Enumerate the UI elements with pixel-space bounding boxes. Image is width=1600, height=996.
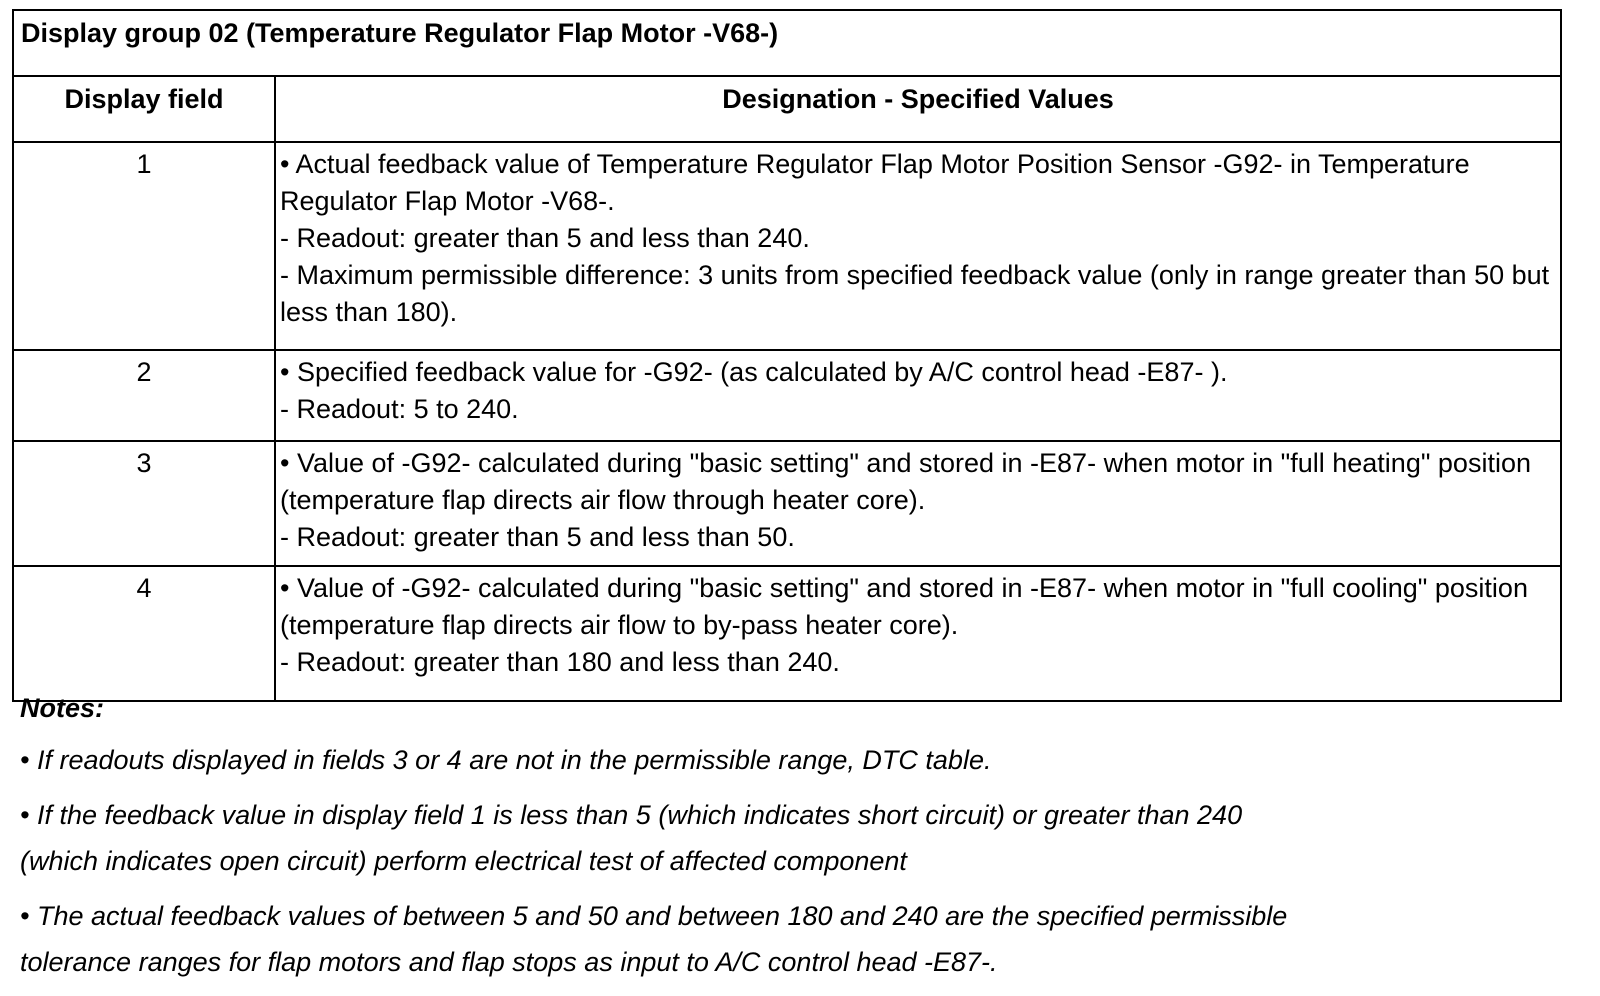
designation-line: • Actual feedback value of Temperature Regulator Flap Motor Position Sensor -G92- in Temperature Regulator Flap Motor -V68-. bbox=[280, 149, 1470, 216]
designation-cell bbox=[275, 350, 1561, 441]
display-field-number: 3 bbox=[13, 441, 275, 566]
table-row bbox=[13, 350, 1561, 441]
spec-table bbox=[12, 9, 1562, 702]
designation-cell bbox=[275, 142, 1561, 350]
display-field-number: 1 bbox=[13, 142, 275, 350]
designation-line: - Readout: greater than 180 and less than 240. bbox=[280, 647, 840, 677]
notes-section bbox=[20, 688, 1320, 985]
designation-line: • Specified feedback value for -G92- (as calculated by A/C control head -E87- ). bbox=[280, 357, 1228, 387]
table-title: Display group 02 (Temperature Regulator Flap Motor -V68-) bbox=[13, 10, 1561, 76]
designation-line: - Readout: greater than 5 and less than 240. bbox=[280, 223, 810, 253]
table-row bbox=[13, 566, 1561, 701]
spec-table-container bbox=[12, 9, 1560, 702]
designation-line: • Value of -G92- calculated during "basic setting" and stored in -E87- when motor in "full cooling" position (temperature flap directs air flow to by-pass heater core). bbox=[280, 573, 1528, 640]
column-header-designation: Designation - Specified Values bbox=[275, 76, 1561, 142]
table-title-row bbox=[13, 10, 1561, 76]
designation-line: - Maximum permissible difference: 3 units from specified feedback value (only in range greater than 50 but less than 180). bbox=[280, 260, 1550, 327]
note-item: • The actual feedback values of between 5 and 50 and between 180 and 240 are the specified permissible tolerance ranges for flap motors and flap stops as input to A/C control head -E87-. bbox=[20, 901, 1288, 977]
display-field-number: 4 bbox=[13, 566, 275, 701]
notes-title: Notes: bbox=[20, 693, 105, 723]
column-header-display-field: Display field bbox=[13, 76, 275, 142]
note-item: • If readouts displayed in fields 3 or 4 are not in the permissible range, DTC table. bbox=[20, 745, 992, 775]
designation-cell bbox=[275, 441, 1561, 566]
table-header-row bbox=[13, 76, 1561, 142]
designation-line: - Readout: greater than 5 and less than 50. bbox=[280, 522, 795, 552]
table-row bbox=[13, 142, 1561, 350]
table-row bbox=[13, 441, 1561, 566]
designation-line: - Readout: 5 to 240. bbox=[280, 394, 519, 424]
note-item: • If the feedback value in display field 1 is less than 5 (which indicates short circuit) or greater than 240 (which indicates open circuit) perform electrical test of affected component bbox=[20, 800, 1243, 876]
display-field-number: 2 bbox=[13, 350, 275, 441]
designation-line: • Value of -G92- calculated during "basic setting" and stored in -E87- when motor in "full heating" position (temperature flap directs air flow through heater core). bbox=[280, 448, 1531, 515]
designation-cell bbox=[275, 566, 1561, 701]
